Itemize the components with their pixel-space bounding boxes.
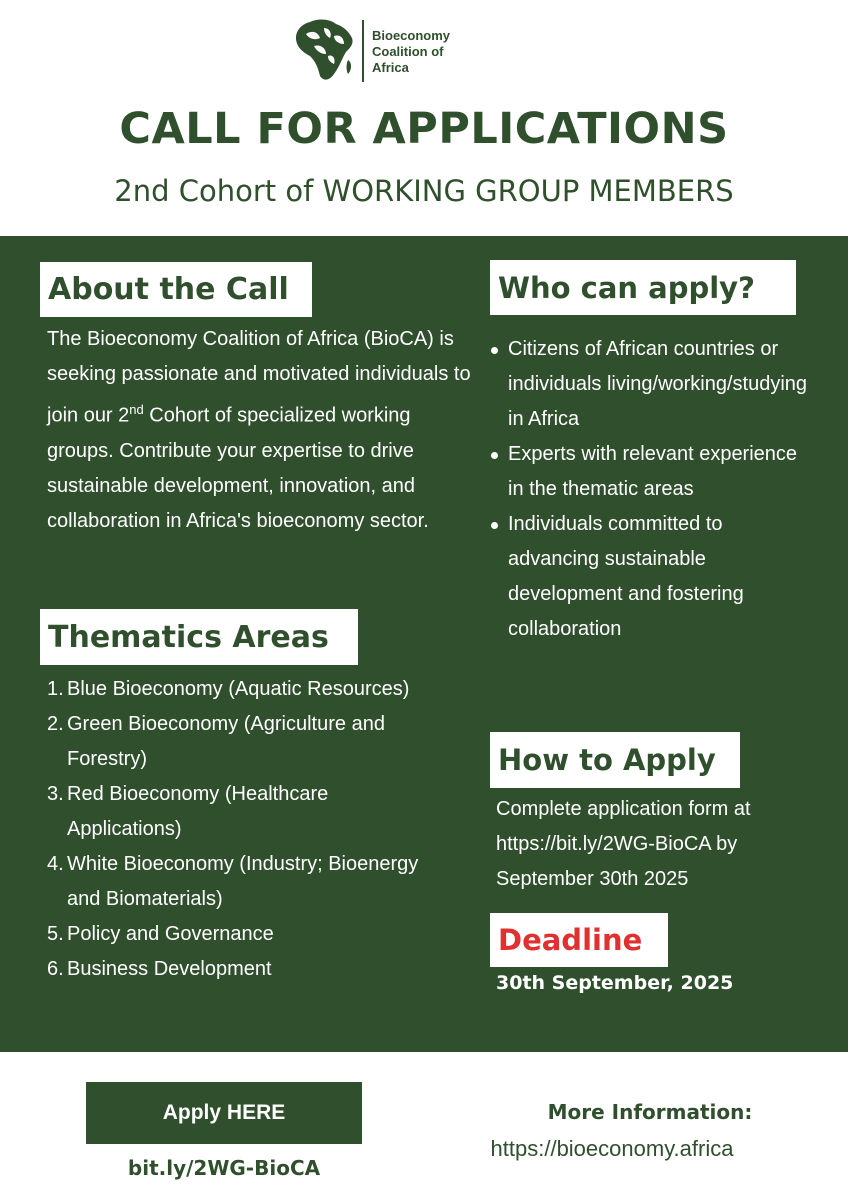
who-item: Experts with relevant experience in the thematic areas: [488, 437, 818, 507]
thematic-label: Business Development: [67, 958, 272, 980]
about-heading: [40, 262, 312, 317]
content-panel: [0, 236, 848, 1052]
thematic-number: 6.: [47, 958, 64, 980]
logo-line-3: Africa: [372, 60, 409, 75]
logo-line-2: Coalition of: [372, 44, 444, 59]
page-subtitle: 2nd Cohort of WORKING GROUP MEMBERS: [114, 174, 734, 208]
about-text-superscript: nd: [129, 402, 144, 417]
logo-line-1: Bioeconomy: [372, 28, 451, 43]
thematic-item-blue: [47, 672, 447, 707]
apply-here-label: Apply HERE: [162, 1101, 286, 1124]
who-item: Individuals committed to advancing sustainable development and fostering collaboration: [488, 507, 818, 647]
thematic-number: 3.: [47, 783, 64, 805]
thematic-label: Policy and Governance: [67, 923, 274, 945]
apply-url-link[interactable]: bit.ly/2WG-BioCA: [127, 1156, 321, 1180]
who-heading: [490, 260, 796, 315]
how-text: Complete application form at https://bit.ly/2WG-BioCA by September 30th 2025: [496, 798, 751, 890]
more-information-title: More Information:: [547, 1100, 753, 1124]
thematics-heading-text: Thematics Areas: [48, 619, 329, 655]
how-heading: [490, 732, 740, 788]
more-information-link[interactable]: https://bioeconomy.africa: [490, 1136, 734, 1161]
africa-leaf-logo-icon: [292, 16, 358, 86]
logo-text: [372, 28, 450, 76]
about-text: [47, 322, 472, 539]
thematic-item-business: [47, 952, 447, 987]
logo-separator: [362, 20, 364, 82]
page-title: CALL FOR APPLICATIONS: [119, 104, 729, 154]
thematic-number: 2.: [47, 713, 64, 735]
apply-here-button[interactable]: [86, 1082, 362, 1144]
thematic-label: Blue Bioeconomy (Aquatic Resources): [67, 678, 410, 700]
thematic-number: 1.: [47, 678, 64, 700]
thematic-number: 4.: [47, 853, 64, 875]
about-heading-text: About the Call: [48, 272, 289, 307]
who-list: [488, 332, 818, 647]
thematic-item-green: [47, 707, 447, 777]
who-item: Citizens of African countries or individuals living/working/studying in Africa: [488, 332, 818, 437]
thematics-list: [47, 672, 447, 987]
thematic-item-white: [47, 847, 447, 917]
who-heading-text: Who can apply?: [498, 270, 755, 305]
bioca-logo: [292, 16, 472, 90]
deadline-date: 30th September, 2025: [496, 972, 734, 994]
about-text-part-1: The Bioeconomy Coalition of Africa (BioCA) is seeking passionate and motivated individuals to join our 2: [47, 328, 471, 427]
about-text-part-2: Cohort of specialized working groups. Contribute your expertise to drive sustainable development, innovation, and collaboration in Africa's bioeconomy sector.: [47, 404, 429, 532]
thematic-item-red: [47, 777, 447, 847]
thematic-label: Red Bioeconomy (Healthcare Applications): [67, 783, 329, 840]
deadline-heading-text: Deadline: [498, 923, 643, 957]
deadline-heading: [490, 913, 668, 967]
how-heading-text: How to Apply: [498, 743, 716, 777]
thematics-heading: [40, 609, 358, 665]
thematic-label: Green Bioeconomy (Agriculture and Forestry): [67, 713, 385, 770]
thematic-item-policy: [47, 917, 447, 952]
thematic-number: 5.: [47, 923, 64, 945]
thematic-label: White Bioeconomy (Industry; Bioenergy and Biomaterials): [67, 853, 419, 910]
